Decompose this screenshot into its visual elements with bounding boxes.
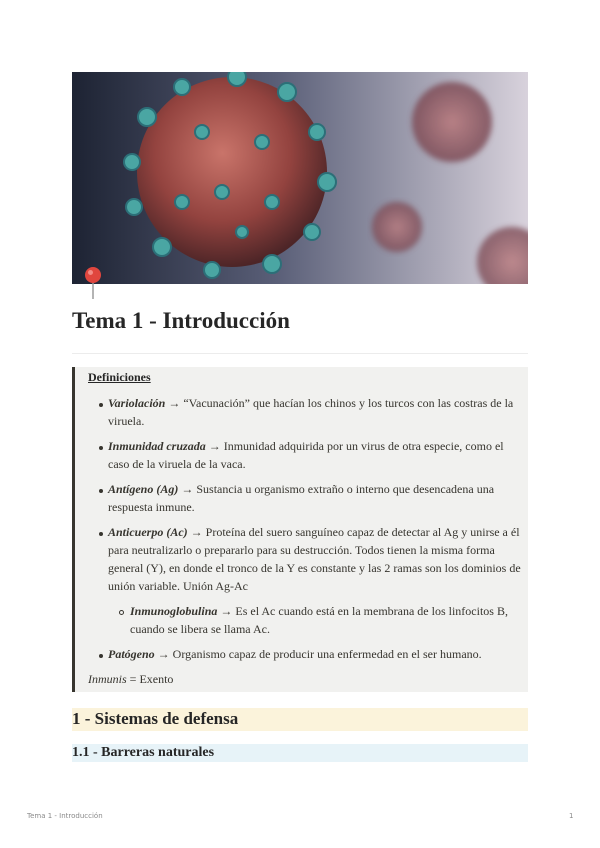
note-term: Inmunis xyxy=(88,672,127,686)
bullet-icon xyxy=(99,489,103,493)
definition-text: Inmunidad adquirida por un virus de otra especie, como el xyxy=(223,439,504,453)
note-text: = Exento xyxy=(126,672,174,686)
footer-title: Tema 1 - Introducción xyxy=(27,812,103,820)
page-number: 1 xyxy=(569,812,574,820)
bullet-icon xyxy=(99,403,103,407)
definition-text: Es el Ac cuando está en la membrana de los linfocitos B, xyxy=(235,604,508,618)
definitions-callout xyxy=(72,367,528,692)
term: Variolación xyxy=(108,396,166,410)
definition-text: viruela. xyxy=(108,414,145,428)
arrow: → xyxy=(220,604,233,618)
definition-anticuerpo xyxy=(108,523,520,541)
title-divider xyxy=(72,353,528,354)
definition-text: cuando se libera se llama Ac. xyxy=(130,622,270,636)
bullet-icon xyxy=(99,532,103,536)
section-heading-1-text: 1 - Sistemas de defensa xyxy=(72,709,239,728)
sub-bullet-icon xyxy=(119,610,124,615)
definition-antigeno xyxy=(108,480,494,498)
arrow: → xyxy=(168,396,181,410)
definition-text: para neutralizarlo o prepararlo para su destrucción. Todos tienen la misma forma xyxy=(108,543,495,557)
term: Inmunoglobulina xyxy=(130,604,218,618)
definition-text: respuesta inmune. xyxy=(108,500,195,514)
section-heading-1-1 xyxy=(72,744,528,762)
term: Patógeno xyxy=(108,647,155,661)
bullet-icon xyxy=(99,446,103,450)
definition-inmunoglobulina xyxy=(130,602,508,620)
arrow: → xyxy=(190,525,203,539)
page-title: Tema 1 - Introducción xyxy=(72,308,290,333)
definition-text: Organismo capaz de producir una enfermedad en el ser humano. xyxy=(172,647,482,661)
term: Antígeno (Ag) xyxy=(108,482,179,496)
pushpin-icon xyxy=(82,266,104,300)
definition-text: unión variable. Unión Ag-Ac xyxy=(108,579,248,593)
term: Inmunidad cruzada xyxy=(108,439,206,453)
definition-variolacion xyxy=(108,394,513,412)
definition-text: Proteína del suero sanguíneo capaz de detectar al Ag y unirse a él xyxy=(205,525,520,539)
arrow: → xyxy=(157,647,170,661)
definition-patogeno xyxy=(108,645,482,663)
section-heading-1 xyxy=(72,708,528,731)
section-heading-1-1-text: 1.1 - Barreras naturales xyxy=(72,745,215,760)
cover-image xyxy=(72,72,528,284)
definition-text: Sustancia u organismo extraño o interno que desencadena una xyxy=(196,482,495,496)
arrow: → xyxy=(208,439,221,453)
callout-heading: Definiciones xyxy=(88,370,151,384)
bullet-icon xyxy=(99,654,103,658)
definition-text: “Vacunación” que hacían los chinos y los turcos con las costras de la xyxy=(183,396,514,410)
definition-text: general (Y), en donde el tronco de la Y es constante y las 2 ramas son los dominios de xyxy=(108,561,521,575)
definition-text: caso de la viruela de la vaca. xyxy=(108,457,246,471)
term: Anticuerpo (Ac) xyxy=(108,525,188,539)
callout-note xyxy=(88,670,173,688)
arrow: → xyxy=(181,482,194,496)
definition-inmunidad-cruzada xyxy=(108,437,504,455)
